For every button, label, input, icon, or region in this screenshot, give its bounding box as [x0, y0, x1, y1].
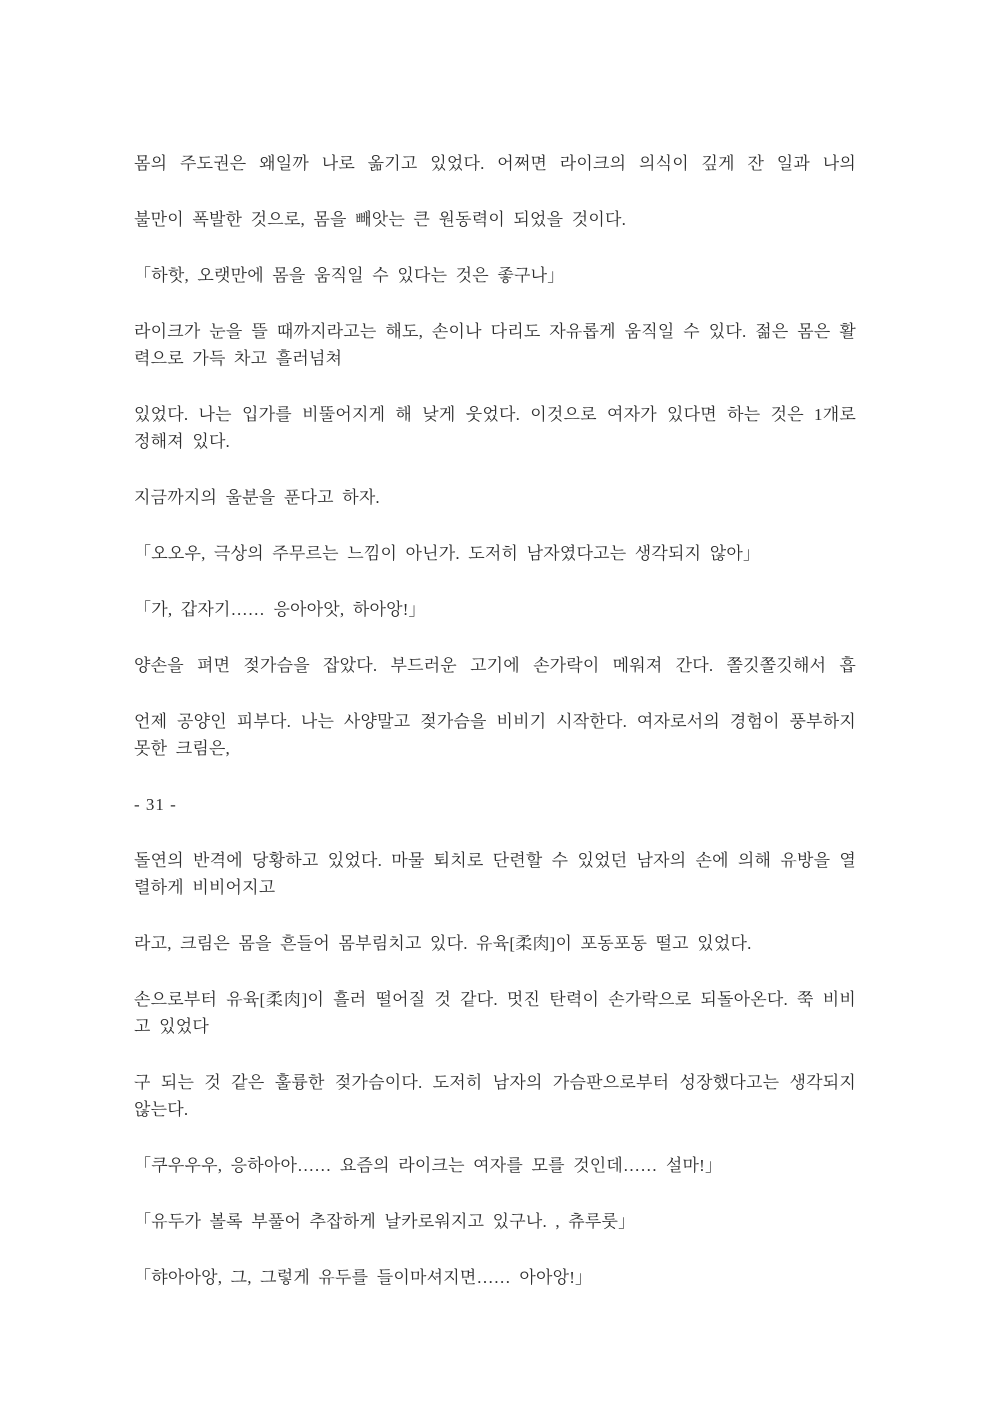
text-line: 「유두가 볼록 부풀어 추잡하게 날카로워지고 있구나. , 츄루룻」	[134, 1212, 636, 1231]
text-line: 고 있었다	[134, 1017, 209, 1036]
paragraph	[134, 401, 856, 455]
paragraph-dialogue	[134, 1264, 856, 1291]
paragraph	[134, 708, 856, 762]
text-line: 력으로 가득 차고 흘러넘쳐	[134, 349, 343, 368]
text-line: 렬하게 비비어지고	[134, 878, 276, 897]
paragraph	[134, 652, 856, 679]
paragraph	[134, 986, 856, 1040]
text-line: 라고, 크림은 몸을 흔들어 몸부림치고 있다. 유육[柔肉]이 포동포동 떨고 있었다.	[134, 934, 752, 953]
paragraph	[134, 930, 856, 957]
paragraph-dialogue	[134, 1152, 856, 1179]
text-line: 불만이 폭발한 것으로, 몸을 빼앗는 큰 원동력이 되었을 것이다.	[134, 210, 627, 229]
text-line: 않는다.	[134, 1100, 189, 1119]
text-line: 있었다. 나는 입가를 비뚤어지게 해 낮게 웃었다. 이것으로 여자가 있다면 하는 것은 1개로	[134, 405, 856, 424]
page-number: - 31 -	[134, 795, 177, 814]
text-line: 손으로부터 유육[柔肉]이 흘러 떨어질 것 같다. 멋진 탄력이 손가락으로 되돌아온다. 쭉 비비	[134, 990, 856, 1009]
text-line: 정해져 있다.	[134, 432, 231, 451]
paragraph-dialogue	[134, 262, 856, 289]
text-line: 몸의 주도권은 왜일까 나로 옮기고 있었다. 어쩌면 라이크의 의식이 깊게 잔 일과 나의	[134, 154, 856, 173]
text-line: 언제 공양인 피부다. 나는 사양말고 젖가슴을 비비기 시작한다. 여자로서의 경험이 풍부하지	[134, 712, 856, 731]
text-line: 지금까지의 울분을 푼다고 하자.	[134, 488, 380, 507]
paragraph	[134, 847, 856, 901]
text-line: 「쿠우우우, 응하아아…… 요즘의 라이크는 여자를 모를 것인데…… 설마!」	[134, 1156, 723, 1175]
paragraph-dialogue	[134, 1208, 856, 1235]
text-line: 라이크가 눈을 뜰 때까지라고는 해도, 손이나 다리도 자유롭게 움직일 수 있다. 젊은 몸은 활	[134, 322, 856, 341]
text-line: 구 되는 것 같은 훌륭한 젖가슴이다. 도저히 남자의 가슴판으로부터 성장했다고는 생각되지	[134, 1073, 856, 1092]
paragraph	[134, 1069, 856, 1123]
paragraph-dialogue	[134, 596, 856, 623]
text-line: 못한 크림은,	[134, 739, 231, 758]
text-line: 「가, 갑자기…… 응아아앗, 하아앙!」	[134, 600, 426, 619]
paragraph	[134, 318, 856, 372]
paragraph	[134, 150, 856, 177]
text-line: 「하핫, 오랫만에 몸을 움직일 수 있다는 것은 좋구나」	[134, 266, 565, 285]
text-line: 「오오우, 극상의 주무르는 느낌이 아닌가. 도저히 남자였다고는 생각되지 않아」	[134, 544, 761, 563]
text-line: 양손을 펴면 젖가슴을 잡았다. 부드러운 고기에 손가락이 메워져 간다. 쫄깃쫄깃해서 흡	[134, 656, 856, 675]
paragraph	[134, 206, 856, 233]
paragraph	[134, 484, 856, 511]
paragraph-dialogue	[134, 540, 856, 567]
text-line: 「햐아아앙, 그, 그렇게 유두를 들이마셔지면…… 아아앙!」	[134, 1268, 593, 1287]
text-line: 돌연의 반격에 당황하고 있었다. 마물 퇴치로 단련할 수 있었던 남자의 손에 의해 유방을 열	[134, 851, 856, 870]
